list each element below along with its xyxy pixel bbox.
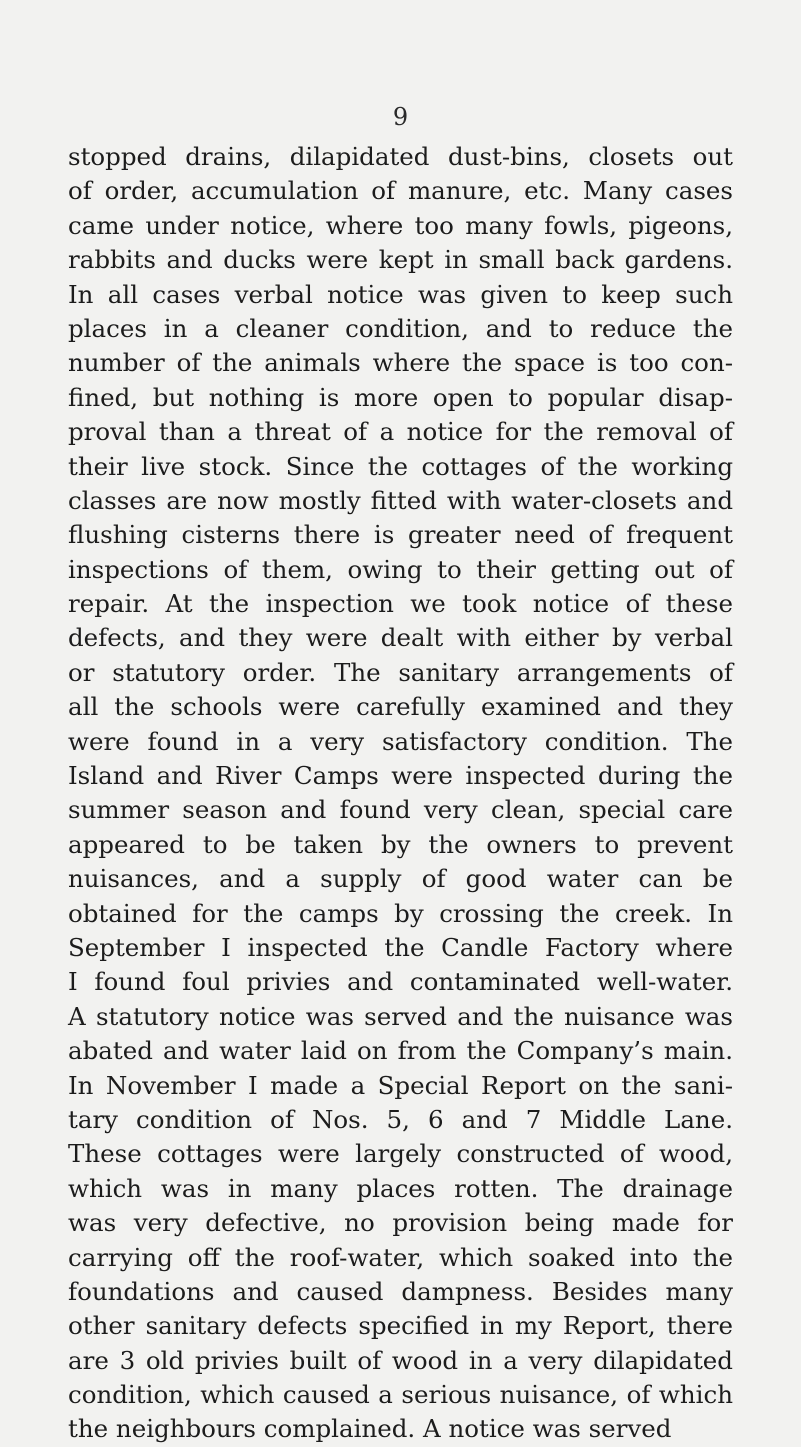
text-line: abated and water laid on from the Company’s main. bbox=[68, 1036, 733, 1066]
text-line: rabbits and ducks were kept in small back gardens. bbox=[68, 245, 733, 275]
text-line: fined, but nothing is more open to popular disap- bbox=[68, 382, 733, 412]
text-line: are 3 old privies built of wood in a very dilapidated bbox=[68, 1345, 733, 1375]
text-line: September I inspected the Candle Factory where bbox=[68, 932, 733, 962]
page-number: 9 bbox=[392, 103, 409, 131]
text-line: number of the animals where the space is too con- bbox=[68, 348, 733, 378]
text-line: In all cases verbal notice was given to keep such bbox=[68, 279, 733, 309]
text-line: condition, which caused a serious nuisance, of which bbox=[68, 1380, 733, 1410]
text-line: nuisances, and a supply of good water can be bbox=[68, 864, 733, 894]
text-line: carrying off the roof-water, which soaked into the bbox=[68, 1242, 733, 1272]
text-line: came under notice, where too many fowls, pigeons, bbox=[68, 210, 733, 240]
text-line: defects, and they were dealt with either by verbal bbox=[68, 623, 733, 653]
body-text bbox=[68, 140, 733, 1447]
text-line: were found in a very satisfactory condition. The bbox=[68, 726, 733, 756]
text-line: I found foul privies and contaminated well-water. bbox=[68, 967, 733, 997]
text-line: stopped drains, dilapidated dust-bins, closets out bbox=[68, 142, 733, 171]
text-line: classes are now mostly fitted with water-closets and bbox=[68, 485, 733, 515]
text-line: obtained for the camps by crossing the creek. In bbox=[68, 898, 733, 928]
text-line: In November I made a Special Report on the sani- bbox=[68, 1070, 733, 1100]
text-line: inspections of them, owing to their getting out of bbox=[68, 554, 733, 584]
text-line: flushing cisterns there is greater need of frequent bbox=[68, 520, 733, 550]
text-line: places in a cleaner condition, and to reduce the bbox=[68, 313, 733, 343]
text-line: These cottages were largely constructed of wood, bbox=[68, 1139, 733, 1169]
text-line: A statutory notice was served and the nuisance was bbox=[68, 1001, 733, 1031]
text-line: was very defective, no provision being made for bbox=[68, 1208, 733, 1238]
text-line: all the schools were carefully examined and they bbox=[68, 692, 733, 722]
text-line: the neighbours complained. A notice was served bbox=[68, 1414, 672, 1444]
text-line: proval than a threat of a notice for the removal of bbox=[68, 417, 733, 447]
text-line: their live stock. Since the cottages of the working bbox=[68, 451, 733, 481]
text-line: Island and River Camps were inspected during the bbox=[68, 761, 733, 791]
text-line: repair. At the inspection we took notice of these bbox=[68, 589, 733, 619]
text-line: foundations and caused dampness. Besides many bbox=[68, 1276, 733, 1306]
text-line: or statutory order. The sanitary arrangements of bbox=[68, 657, 733, 687]
text-line: summer season and found very clean, special care bbox=[68, 795, 733, 825]
text-line: tary condition of Nos. 5, 6 and 7 Middle Lane. bbox=[68, 1104, 733, 1134]
text-line: of order, accumulation of manure, etc. Many cases bbox=[68, 176, 733, 206]
text-line: other sanitary defects specified in my Report, there bbox=[68, 1311, 733, 1341]
text-line: appeared to be taken by the owners to prevent bbox=[68, 829, 733, 859]
text-line: which was in many places rotten. The drainage bbox=[68, 1173, 733, 1203]
